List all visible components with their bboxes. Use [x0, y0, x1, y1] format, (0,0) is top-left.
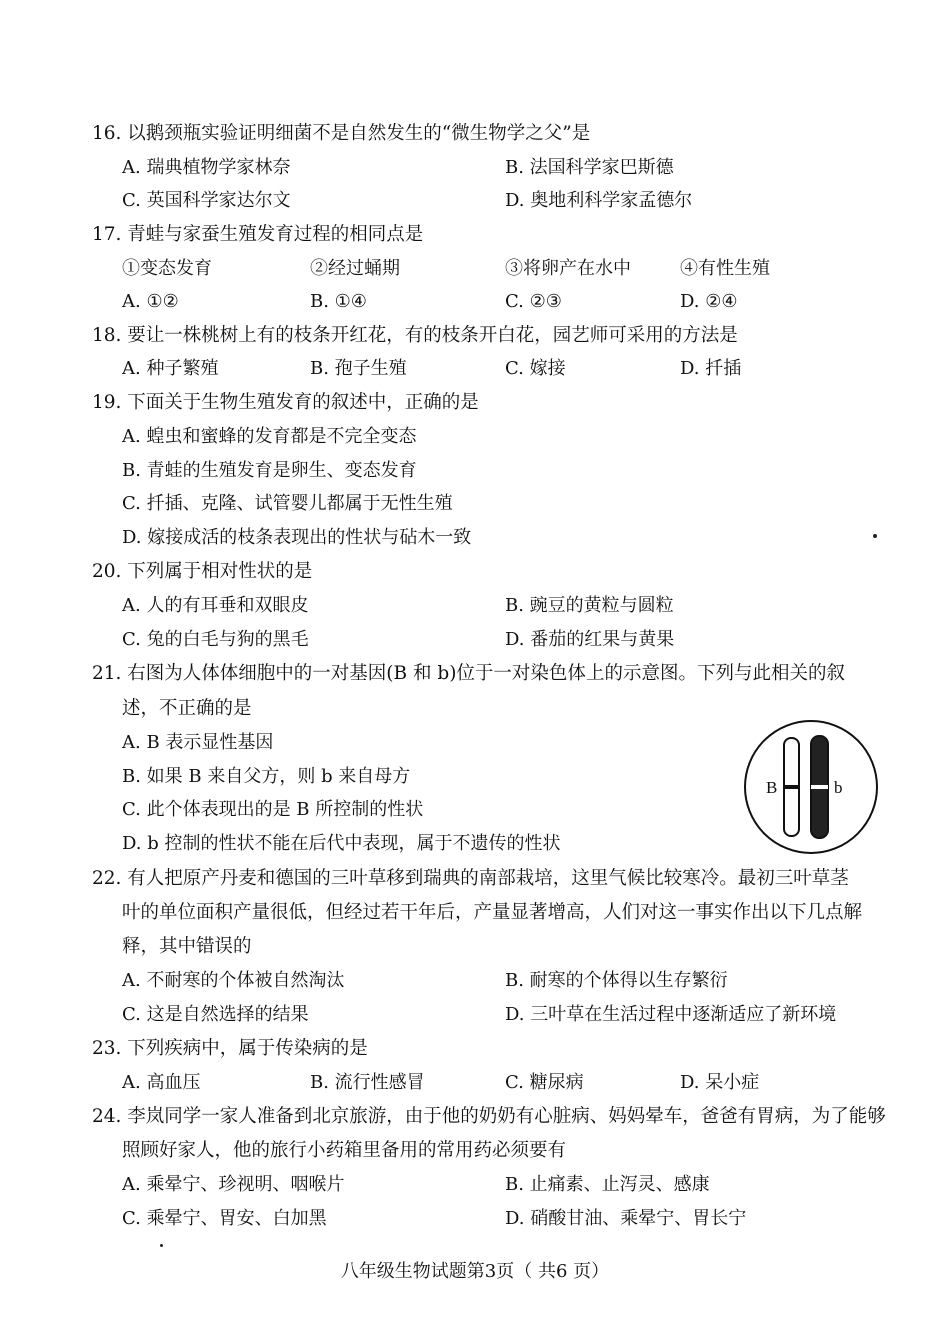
q16-option-d: D. 奥地利科学家孟德尔	[505, 190, 693, 211]
q23-option-a: A. 高血压	[122, 1072, 201, 1093]
q22-stem-line1: 22. 有人把原产丹麦和德国的三叶草移到瑞典的南部栽培，这里气候比较寒冷。最初三叶草茎	[92, 868, 849, 889]
q21-stem-line2: 述，不正确的是	[122, 698, 252, 719]
q21-option-b: B. 如果 B 来自父方，则 b 来自母方	[122, 766, 411, 787]
gene-B-label: B	[766, 778, 778, 797]
q18-option-d: D. 扦插	[680, 358, 742, 379]
q22-option-d: D. 三叶草在生活过程中逐渐适应了新环境	[505, 1004, 837, 1025]
q21-option-c: C. 此个体表现出的是 B 所控制的性状	[122, 799, 424, 820]
q19-option-b: B. 青蛙的生殖发育是卵生、变态发育	[122, 460, 417, 481]
q22-option-a: A. 不耐寒的个体被自然淘汰	[122, 970, 345, 991]
q23-stem: 23. 下列疾病中，属于传染病的是	[92, 1038, 368, 1059]
q19-option-d: D. 嫁接成活的枝条表现出的性状与砧木一致	[122, 527, 472, 548]
q17-item-1: ①变态发育	[122, 258, 212, 279]
q17-option-b: B. ①④	[310, 291, 367, 312]
scan-speck	[873, 534, 877, 538]
q19-option-a: A. 蝗虫和蜜蜂的发育都是不完全变态	[122, 426, 417, 447]
q17-option-a: A. ①②	[122, 291, 179, 312]
q21-stem-line1: 21. 右图为人体体细胞中的一对基因(B 和 b)位于一对染色体上的示意图。下列与此相关的叙	[92, 663, 845, 684]
q17-option-d: D. ②④	[680, 291, 738, 312]
q18-stem: 18. 要让一株桃树上有的枝条开红花，有的枝条开白花，园艺师可采用的方法是	[92, 325, 738, 346]
q24-stem-line1: 24. 李岚同学一家人准备到北京旅游，由于他的奶奶有心脏病、妈妈晕车，爸爸有胃病，为了能够	[92, 1106, 886, 1127]
q16-option-b: B. 法国科学家巴斯德	[505, 157, 674, 178]
q19-option-c: C. 扦插、克隆、试管婴儿都属于无性生殖	[122, 493, 453, 514]
q23-option-d: D. 呆小症	[680, 1072, 760, 1093]
q18-option-c: C. 嫁接	[505, 358, 566, 379]
chromosome-pair-figure	[742, 718, 880, 856]
q16-option-c: C. 英国科学家达尔文	[122, 190, 291, 211]
q18-option-b: B. 孢子生殖	[310, 358, 407, 379]
q23-option-b: B. 流行性感冒	[310, 1072, 425, 1093]
q24-option-d: D. 硝酸甘油、乘晕宁、胃长宁	[505, 1208, 747, 1229]
q17-item-2: ②经过蛹期	[310, 258, 400, 279]
q17-item-3: ③将卵产在水中	[505, 258, 631, 279]
q24-option-a: A. 乘晕宁、珍视明、咽喉片	[122, 1174, 345, 1195]
q20-option-c: C. 兔的白毛与狗的黑毛	[122, 629, 309, 650]
q19-stem: 19. 下面关于生物生殖发育的叙述中，正确的是	[92, 392, 479, 413]
q20-option-a: A. 人的有耳垂和双眼皮	[122, 595, 309, 616]
q24-option-c: C. 乘晕宁、胃安、白加黑	[122, 1208, 327, 1229]
q21-option-a: A. B 表示显性基因	[122, 732, 274, 753]
q17-stem: 17. 青蛙与家蚕生殖发育过程的相同点是	[92, 224, 424, 245]
q22-option-b: B. 耐寒的个体得以生存繁衍	[505, 970, 728, 991]
q22-stem-line3: 释，其中错误的	[122, 936, 252, 957]
q21-option-d: D. b 控制的性状不能在后代中表现，属于不遗传的性状	[122, 833, 561, 854]
q23-option-c: C. 糖尿病	[505, 1072, 584, 1093]
q20-option-d: D. 番茄的红果与黄果	[505, 629, 675, 650]
scan-speck	[160, 1244, 163, 1247]
q16-option-a: A. 瑞典植物学家林奈	[122, 157, 291, 178]
gene-b-label: b	[834, 778, 843, 797]
q24-option-b: B. 止痛素、止泻灵、感康	[505, 1174, 710, 1195]
q18-option-a: A. 种子繁殖	[122, 358, 219, 379]
page-footer: 八年级生物试题第3页（ 共6 页）	[340, 1261, 610, 1282]
q22-stem-line2: 叶的单位面积产量很低，但经过若干年后，产量显著增高，人们对这一事实作出以下几点解	[122, 902, 863, 923]
q16-stem: 16. 以鹅颈瓶实验证明细菌不是自然发生的“微生物学之父”是	[92, 123, 591, 144]
q22-option-c: C. 这是自然选择的结果	[122, 1004, 309, 1025]
q24-stem-line2: 照顾好家人，他的旅行小药箱里备用的常用药必须要有	[122, 1140, 567, 1161]
q17-option-c: C. ②③	[505, 291, 562, 312]
q20-stem: 20. 下列属于相对性状的是	[92, 561, 313, 582]
q20-option-b: B. 豌豆的黄粒与圆粒	[505, 595, 674, 616]
q17-item-4: ④有性生殖	[680, 258, 770, 279]
